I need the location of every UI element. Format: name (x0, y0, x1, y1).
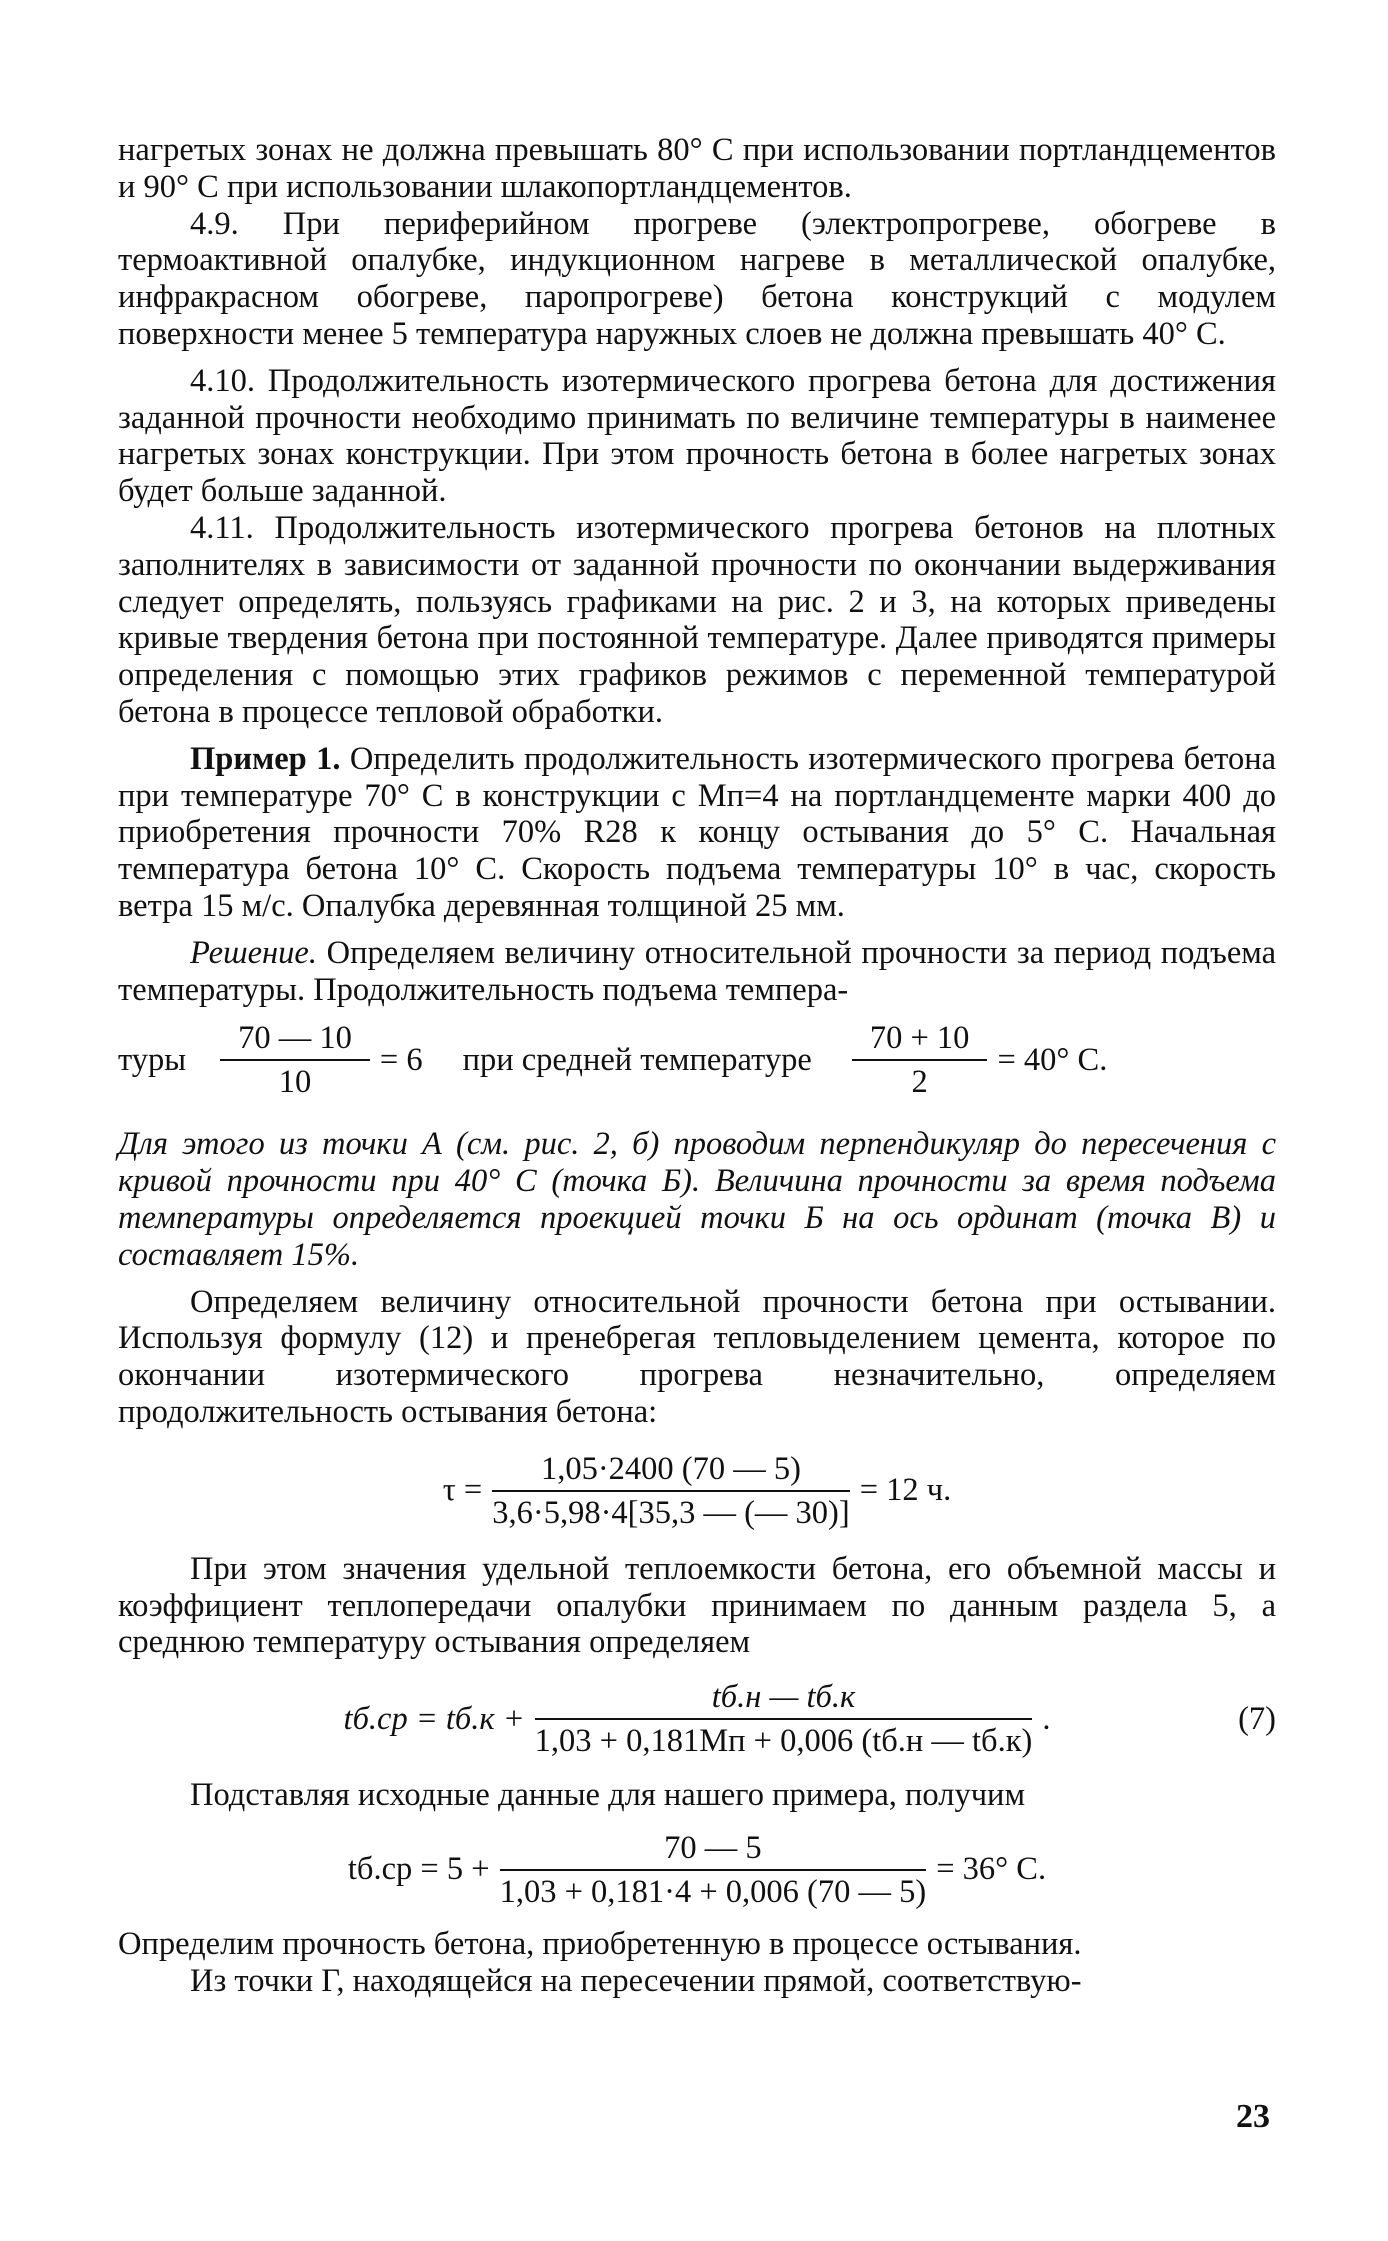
fraction-denominator: 1,03 + 0,181Мп + 0,006 (tб.н — tб.к) (534, 1723, 1033, 1760)
formula-result: = 36° С. (936, 1851, 1047, 1888)
body-text (118, 132, 1276, 1999)
formula-cooling-duration (118, 1431, 1276, 1551)
example-label: Пример 1. (190, 740, 341, 777)
formula-result: = 12 ч. (859, 1472, 952, 1509)
paragraph-cooling: Определяем величину относительной прочности бетона при остывании. Используя формулу (12) и пренебрегая тепловыделением цемента, которое по окончании изотермического прогрева незначительно, определяем продолжительность остывания бетона: (118, 1283, 1276, 1430)
fraction-average-temp (852, 1019, 988, 1101)
fraction-average-cooling-temp (535, 1678, 1033, 1760)
paragraph-point-g: Из точки Г, находящейся на пересечении прямой, соответствую- (190, 1962, 1082, 1999)
fraction-numerator: tб.н — tб.к (535, 1678, 1033, 1720)
formula-lhs: τ = (442, 1472, 483, 1509)
formula-middle-text: при средней температуре (462, 1041, 812, 1078)
fraction-numerator: 1,05·2400 (70 — 5) (492, 1450, 849, 1492)
fraction-substituted (500, 1829, 927, 1911)
fraction-cooling (492, 1450, 849, 1532)
paragraph-strength: Определим прочность бетона, приобретенную в процессе остывания. (118, 1925, 1082, 1962)
equation-number: (7) (1238, 1700, 1276, 1737)
paragraph-4-10: 4.10. Продолжительность изотермического прогрева бетона для достижения заданной прочности необходимо принимать по величине температуры в наименее нагретых зонах конструкции. При этом прочность бетона в более нагретых зонах будет больше заданной. (118, 362, 1276, 510)
formula-lhs: tб.ср = 5 + (347, 1851, 490, 1888)
fraction-denominator: 2 (911, 1064, 928, 1101)
fraction-numerator: 70 — 5 (500, 1829, 927, 1871)
formula-7 (118, 1661, 1276, 1777)
paragraph-4-11: 4.11. Продолжительность изотермического прогрева бетонов на плотных заполнителях в зависимости от заданной прочности по окончании выдерживания следует определять, пользуясь графиками на рис. 2 и 3, на которых приведены кривые твердения бетона при постоянной температуре. Далее приводятся примеры определения с помощью этих графиков режимов с переменной температурой бетона в процессе тепловой обработки. (118, 509, 1276, 730)
formula-result: = 6 (379, 1041, 423, 1078)
fraction-denominator: 3,6·5,98·4[35,3 — (— 30)] (492, 1494, 850, 1531)
fraction-denominator: 10 (278, 1064, 312, 1101)
paragraph-example-1 (118, 741, 1276, 925)
paragraph-4-9: 4.9. При периферийном прогреве (электропрогреве, обогреве в термоактивной опалубке, индукционном нагреве в металлической опалубке, инфракрасном обогреве, паропрогреве) бетона конструкций с модулем поверхности менее 5 температура наружных слоев не должна превышать 40° С. (118, 205, 1276, 352)
fraction-numerator: 70 + 10 (852, 1019, 988, 1061)
formula-lead: туры (118, 1041, 187, 1078)
paragraph-point-a: Для этого из точки А (см. рис. 2, б) проводим перпендикуляр до пересечения с кривой прочности при 40° С (точка Б). Величина прочности за время подъема температуры определяется проекцией точки Б на ось ординат (точка В) и составляет 15%. (118, 1126, 1276, 1273)
formula-end: . (1042, 1700, 1051, 1737)
formula-result: = 40° С. (997, 1041, 1108, 1078)
solution-text: Определяем величину относительной прочности за период подъема температуры. Продолжительность подъема темпера- (118, 934, 1277, 1008)
fraction-duration (220, 1019, 370, 1101)
formula-rise-duration (118, 1008, 1276, 1112)
fraction-denominator: 1,03 + 0,181·4 + 0,006 (70 — 5) (499, 1873, 927, 1910)
formula-lhs: tб.ср = tб.к + (343, 1700, 525, 1737)
solution-label: Решение. (190, 934, 317, 971)
paragraph-solution (118, 935, 1276, 1009)
page-number: 23 (1236, 2098, 1270, 2135)
example-text: Определить продолжительность изотермического прогрева бетона при температуре 70° С в конструкции с Мп=4 на портландцементе марки 400 до приобретения прочности 70% R28 к концу остывания до 5° С. Начальная температура бетона 10° С. Скорость подъема температуры 10° в час, скорость ветра 15 м/с. Опалубка деревянная толщиной 25 мм. (118, 740, 1277, 924)
paragraph-continuation: нагретых зонах не должна превышать 80° С при использовании портландцементов и 90° С при использовании шлакопортландцементов. (118, 132, 1276, 205)
fraction-numerator: 70 — 10 (220, 1019, 370, 1061)
paragraph-parameters: При этом значения удельной теплоемкости бетона, его объемной массы и коэффициент теплопередачи опалубки принимаем по данным раздела 5, а среднюю температуру остывания определяем (118, 1550, 1276, 1661)
formula-substituted (118, 1814, 1276, 1926)
paragraph-substitute: Подставляя исходные данные для нашего примера, получим (190, 1777, 1026, 1814)
